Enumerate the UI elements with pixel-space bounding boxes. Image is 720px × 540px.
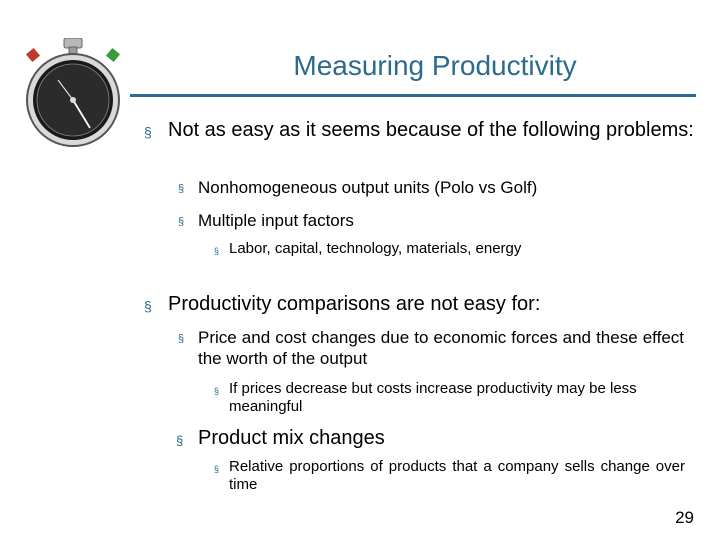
bullet-marker: § <box>178 183 185 195</box>
bullet-prices-decrease <box>214 380 689 416</box>
bullet-marker: § <box>178 216 185 228</box>
bullet-not-easy <box>144 117 698 143</box>
bullet-text: If prices decrease but costs increase productivity may be less meaningful <box>229 380 637 415</box>
bullet-marker: § <box>176 433 184 448</box>
page-number: 29 <box>675 508 694 527</box>
bullet-product-mix <box>176 425 688 451</box>
bullet-text: Multiple input factors <box>198 211 354 230</box>
bullet-text: Labor, capital, technology, materials, energy <box>229 240 522 257</box>
bullet-relative-proportions <box>214 458 685 494</box>
bullet-text: Relative proportions of products that a company sells change over time <box>229 458 685 493</box>
bullet-text: Price and cost changes due to economic forces and these effect the worth of the output <box>198 328 684 368</box>
bullet-text: Not as easy as it seems because of the following problems: <box>168 119 694 141</box>
bullet-comparisons <box>144 291 698 317</box>
bullet-text: Product mix changes <box>198 427 385 449</box>
bullet-text: Productivity comparisons are not easy for: <box>168 293 541 315</box>
bullet-labor-capital <box>214 240 689 258</box>
stopwatch-icon <box>18 38 128 148</box>
bullet-marker: § <box>214 386 220 396</box>
bullet-marker: § <box>178 333 185 345</box>
bullet-price-cost-changes <box>178 327 684 369</box>
bullet-marker: § <box>144 298 152 314</box>
title-divider <box>130 94 696 97</box>
bullet-multiple-input-factors <box>178 210 688 231</box>
bullet-marker: § <box>144 124 152 140</box>
bullet-marker: § <box>214 246 220 256</box>
bullet-text: Nonhomogeneous output units (Polo vs Golf) <box>198 178 538 197</box>
bullet-nonhomogeneous-output <box>178 177 688 198</box>
slide-title: Measuring Productivity <box>293 50 577 81</box>
bullet-marker: § <box>214 464 220 474</box>
